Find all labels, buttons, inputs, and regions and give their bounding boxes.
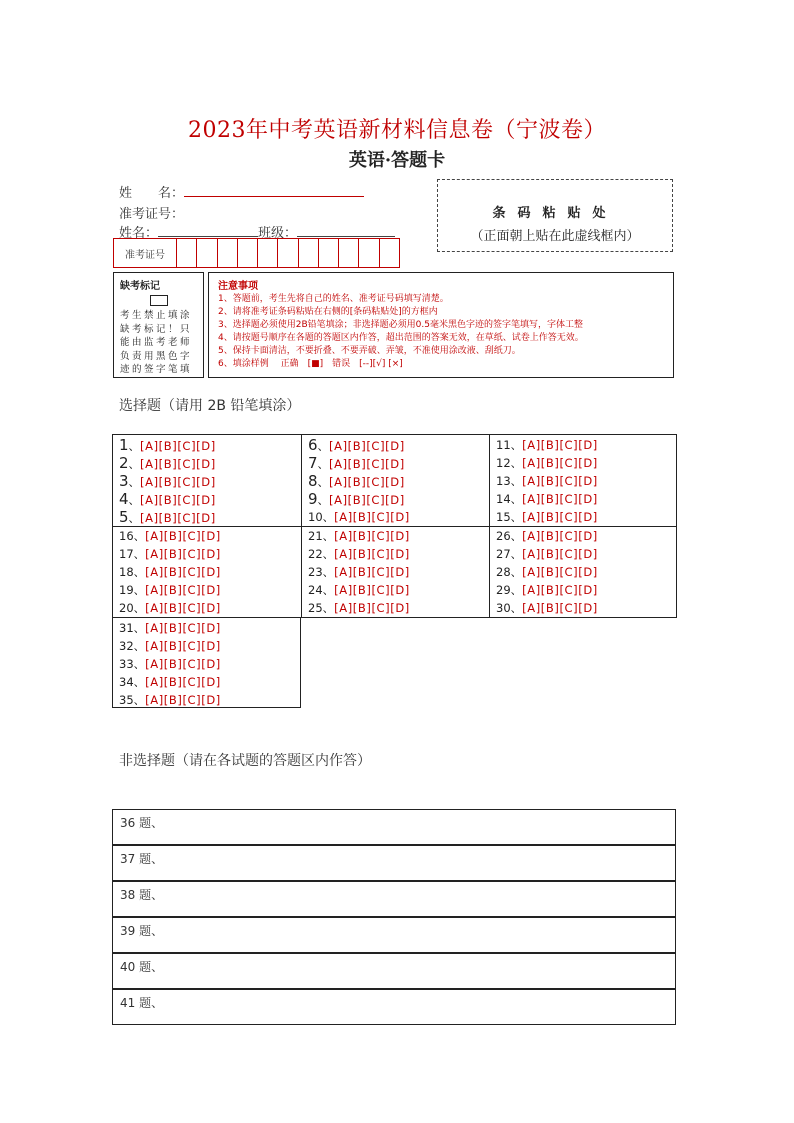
question-number: 25 [308,601,323,615]
answer-options[interactable]: [A][B][C][D] [140,493,216,507]
notes-line: 6、填涂样例 正确 [■] 错误 [--][√] [×] [218,359,403,369]
question-separator: 、 [510,474,523,488]
exam-id-cell[interactable] [177,239,197,267]
choice-question [496,581,598,599]
exam-id-cell[interactable] [319,239,339,267]
question-number: 13 [496,474,511,488]
choice-question [308,563,410,581]
answer-options[interactable]: [A][B][C][D] [522,601,598,615]
answer-options[interactable]: [A][B][C][D] [522,565,598,579]
question-separator: 、 [128,493,141,507]
answer-options[interactable]: [A][B][C][D] [334,583,410,597]
answer-options[interactable]: [A][B][C][D] [145,547,221,561]
choice-question [119,527,221,545]
choice-question [308,599,410,617]
choice-question [308,527,410,545]
question-separator: 、 [128,457,141,471]
exam-id-cell[interactable] [380,239,399,267]
question-separator: 、 [128,511,141,525]
answer-options[interactable]: [A][B][C][D] [522,438,598,452]
choice-question [119,673,221,691]
choice-question [308,545,410,563]
name-row [119,182,364,201]
answer-options[interactable]: [A][B][C][D] [522,456,598,470]
choice-question [496,490,598,508]
exam-id-cell[interactable] [218,239,238,267]
answer-area-label: 36 题、 [120,816,164,830]
answer-area-label: 37 题、 [120,852,164,866]
answer-area-label: 40 题、 [120,960,164,974]
question-number: 18 [119,565,134,579]
answer-options[interactable]: [A][B][C][D] [140,475,216,489]
choice-question [308,490,405,508]
question-separator: 、 [128,439,141,453]
notes-line: 5、保持卡面清洁，不要折叠、不要弄破、弄皱，不准使用涂改液、刮纸刀。 [218,346,521,356]
answer-area-label: 38 题、 [120,888,164,902]
question-number: 15 [496,510,511,524]
choice-question [308,454,405,472]
class-field[interactable] [297,223,395,237]
answer-options[interactable]: [A][B][C][D] [140,457,216,471]
question-separator: 、 [510,547,523,561]
question-separator: 、 [510,529,523,543]
choice-question [119,655,221,673]
question-separator: 、 [133,529,146,543]
notes-box [208,272,674,378]
exam-no-label: 准考证号： [119,207,185,222]
answer-options[interactable]: [A][B][C][D] [522,474,598,488]
question-number: 16 [119,529,134,543]
question-number: 33 [119,657,134,671]
question-number: 22 [308,547,323,561]
choice-question [308,472,405,490]
question-separator: 、 [128,475,141,489]
barcode-note: （正面朝上贴在此虚线框内） [470,229,640,244]
question-separator: 、 [510,583,523,597]
answer-options[interactable]: [A][B][C][D] [329,457,405,471]
notes-line: 2、请将准考证条码粘贴在右侧的[条码粘贴处]的方框内 [218,307,438,317]
question-number: 35 [119,693,134,707]
notes-title: 注意事项 [218,281,258,292]
choice-question [119,581,221,599]
notes-line: 1、答题前，考生先将自己的姓名、准考证号码填写清楚。 [218,294,449,304]
exam-id-box-label: 准考证号 [114,239,177,267]
page-subtitle: 英语·答题卡 [348,150,446,171]
answer-options[interactable]: [A][B][C][D] [329,439,405,453]
answer-options[interactable]: [A][B][C][D] [522,583,598,597]
absent-mark-text: 考生禁止填涂缺考标记！只能由监考老师负责用黑色字迹的签字笔填 [120,310,193,375]
exam-id-cell[interactable] [278,239,298,267]
exam-id-cell[interactable] [339,239,359,267]
answer-options[interactable]: [A][B][C][D] [145,693,221,707]
question-number: 5 [119,508,129,526]
choice-question [119,691,221,709]
name2-label: 姓名： [119,226,159,241]
question-number: 10 [308,510,323,524]
question-separator: 、 [133,657,146,671]
question-separator: 、 [322,601,335,615]
question-number: 31 [119,621,134,635]
answer-options[interactable]: [A][B][C][D] [145,601,221,615]
question-separator: 、 [510,492,523,506]
choice-question [496,599,598,617]
answer-area-label: 39 题、 [120,924,164,938]
answer-options[interactable]: [A][B][C][D] [522,510,598,524]
question-separator: 、 [133,693,146,707]
question-separator: 、 [133,621,146,635]
question-separator: 、 [133,601,146,615]
choice-question [119,508,216,526]
question-separator: 、 [510,601,523,615]
question-number: 12 [496,456,511,470]
exam-id-box [113,238,400,268]
choice-question [119,490,216,508]
question-number: 6 [308,436,318,454]
choice-question [496,454,598,472]
answer-options[interactable]: [A][B][C][D] [334,510,410,524]
question-number: 11 [496,438,511,452]
choice-question [119,472,216,490]
answer-options[interactable]: [A][B][C][D] [145,529,221,543]
name2-field[interactable] [158,223,258,237]
notes-line: 4、请按题号顺序在各题的答题区内作答，超出范围的答案无效，在草纸、试卷上作答无效。 [218,333,584,343]
exam-id-cell[interactable] [299,239,319,267]
absent-mark-checkbox[interactable] [150,295,168,306]
exam-id-cell[interactable] [359,239,379,267]
answer-options[interactable]: [A][B][C][D] [140,511,216,525]
question-number: 20 [119,601,134,615]
answer-options[interactable]: [A][B][C][D] [145,621,221,635]
question-separator: 、 [322,547,335,561]
choice-question [119,599,221,617]
barcode-area [437,179,673,252]
choice-question [496,436,598,454]
question-separator: 、 [510,510,523,524]
page-title: 2023年中考英语新材料信息卷（宁波卷） [188,118,606,143]
question-number: 23 [308,565,323,579]
absent-mark-box [113,272,204,378]
question-number: 7 [308,454,318,472]
question-number: 2 [119,454,129,472]
choice-question [496,472,598,490]
question-separator: 、 [322,529,335,543]
answer-options[interactable]: [A][B][C][D] [145,583,221,597]
choice-question [119,619,221,637]
answer-area[interactable] [112,989,676,1025]
nonchoice-section-heading: 非选择题（请在各试题的答题区内作答） [119,753,371,769]
answer-options[interactable]: [A][B][C][D] [522,547,598,561]
question-separator: 、 [317,493,330,507]
answer-area[interactable] [112,809,676,845]
question-number: 17 [119,547,134,561]
choice-question [119,637,221,655]
choice-question [119,454,216,472]
question-separator: 、 [133,547,146,561]
question-number: 26 [496,529,511,543]
question-number: 34 [119,675,134,689]
question-number: 29 [496,583,511,597]
answer-options[interactable]: [A][B][C][D] [145,675,221,689]
choice-question [308,508,410,526]
answer-options[interactable]: [A][B][C][D] [329,475,405,489]
answer-options[interactable]: [A][B][C][D] [522,492,598,506]
name-label: 姓 名： [119,186,185,201]
choice-question [308,436,405,454]
choice-section-heading: 选择题（请用 2B 铅笔填涂） [119,398,301,414]
notes-line: 3、选择题必须使用2B铅笔填涂；非选择题必须用0.5毫米黑色字迹的签字笔填写，字体工整 [218,320,583,330]
question-separator: 、 [510,565,523,579]
exam-id-cell[interactable] [197,239,217,267]
answer-area[interactable] [112,953,676,989]
question-separator: 、 [322,583,335,597]
choice-question [119,545,221,563]
question-separator: 、 [317,475,330,489]
answer-options[interactable]: [A][B][C][D] [145,639,221,653]
answer-options[interactable]: [A][B][C][D] [522,529,598,543]
barcode-title: 条码粘贴处 [492,206,618,221]
exam-id-cell[interactable] [258,239,278,267]
question-separator: 、 [133,639,146,653]
question-number: 3 [119,472,129,490]
choice-question [119,563,221,581]
answer-options[interactable]: [A][B][C][D] [329,493,405,507]
question-separator: 、 [322,510,335,524]
question-separator: 、 [133,583,146,597]
question-separator: 、 [322,565,335,579]
answer-options[interactable]: [A][B][C][D] [334,565,410,579]
question-number: 8 [308,472,318,490]
choice-question [496,545,598,563]
question-separator: 、 [133,565,146,579]
choice-question [119,436,216,454]
answer-area[interactable] [112,881,676,917]
question-separator: 、 [317,457,330,471]
answer-options[interactable]: [A][B][C][D] [145,657,221,671]
question-number: 32 [119,639,134,653]
answer-options[interactable]: [A][B][C][D] [145,565,221,579]
question-number: 19 [119,583,134,597]
question-number: 9 [308,490,318,508]
question-separator: 、 [510,438,523,452]
question-number: 21 [308,529,323,543]
question-number: 24 [308,583,323,597]
exam-id-cell[interactable] [238,239,258,267]
question-number: 1 [119,436,129,454]
answer-area[interactable] [112,845,676,881]
question-number: 14 [496,492,511,506]
answer-options[interactable]: [A][B][C][D] [334,529,410,543]
question-separator: 、 [133,675,146,689]
question-separator: 、 [317,439,330,453]
choice-question [496,527,598,545]
answer-options[interactable]: [A][B][C][D] [140,439,216,453]
question-number: 28 [496,565,511,579]
class-label: 班级： [258,226,298,241]
question-separator: 、 [510,456,523,470]
choice-question [496,508,598,526]
answer-options[interactable]: [A][B][C][D] [334,547,410,561]
absent-mark-title: 缺考标记 [120,281,160,292]
question-number: 4 [119,490,129,508]
answer-area[interactable] [112,917,676,953]
choice-question [308,581,410,599]
question-number: 30 [496,601,511,615]
answer-options[interactable]: [A][B][C][D] [334,601,410,615]
question-number: 27 [496,547,511,561]
answer-area-label: 41 题、 [120,996,164,1010]
name-field[interactable] [184,182,364,197]
choice-question [496,563,598,581]
